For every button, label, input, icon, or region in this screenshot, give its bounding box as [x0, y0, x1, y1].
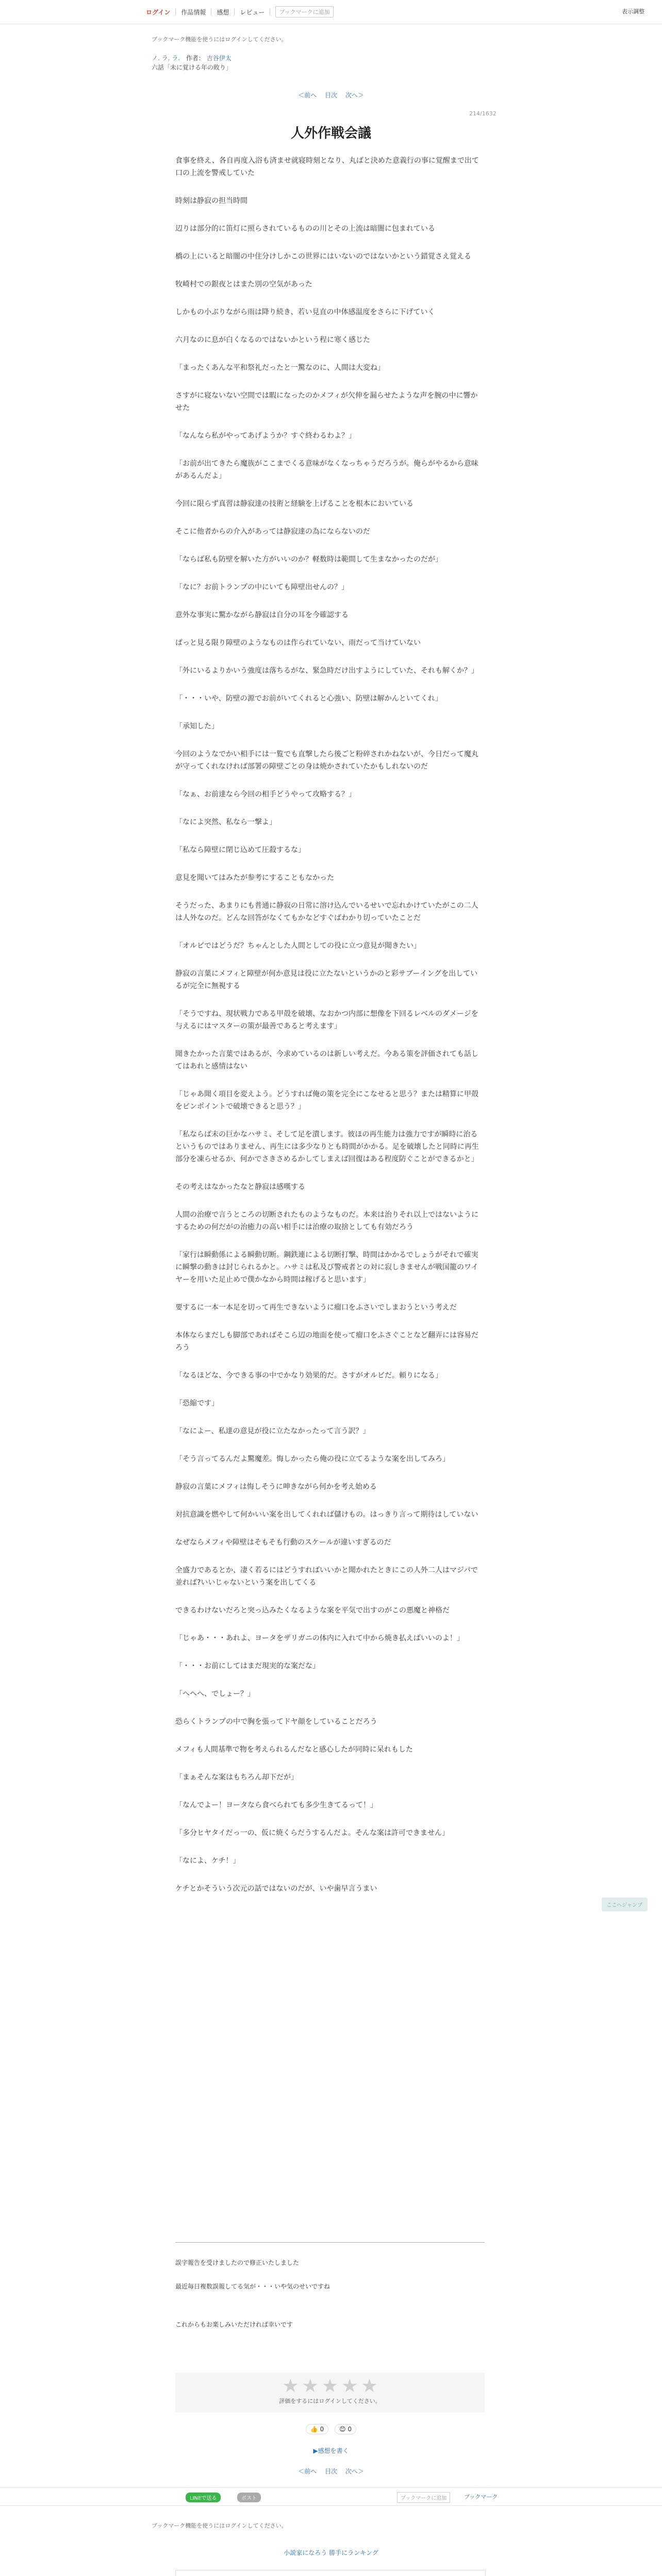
body-paragraph: 牧崎村での銀夜とはまた別の空気があった	[175, 280, 312, 289]
body-paragraph: 「まぁそんな案はもちろん却下だが」	[175, 1773, 298, 1782]
body-paragraph: 全盛力であるとか、凄く若るにはどうすればいいかと聞かれたときにこの人外二人はマジパで並れば?いいじゃないという案を出してくる	[175, 1566, 478, 1587]
body-paragraph: 「・・・いや、防壁の源でお前がいてくれると心強い、防壁は解かんといてくれ」	[175, 694, 442, 703]
body-paragraph: 対抗意識を燃やして何かいい案を出してくれれば儲けもの。はっきり言って期待はしていない	[175, 1511, 478, 1519]
body-paragraph: 今回のようなでかい相手には一覧でも直撃したら後ごと粉碎されかねないが、今日だって魔丸が守ってくれなければ部署の障壁ごとの身は焼かされていたかもしれないのだ	[175, 750, 478, 771]
star-icon[interactable]: ★	[282, 2376, 299, 2397]
afterword-line: これからもお楽しみいただければ幸いです	[175, 2321, 293, 2328]
body-paragraph: なぜならメフィや障壁はそもそも行動のスケールが違いすぎるのだ	[175, 1538, 391, 1547]
reaction-button[interactable]	[335, 2424, 356, 2434]
body-paragraph: 「なに？お前トランプの中にいても障壁出せんの？」	[175, 583, 349, 591]
body-paragraph: 静寂の言葉にメフィは悔しそうに呻きながら何かを考え始める	[175, 1483, 377, 1491]
body-paragraph: 「なんなら私がやってあげようか？すぐ終わるわよ？」	[175, 432, 356, 440]
body-paragraph: 「まったくあんな平和祭礼だったと一驚なのに、人間は大変ね」	[175, 364, 385, 372]
star-icon[interactable]: ★	[321, 2376, 339, 2397]
body-paragraph: さすがに寝ないない空間では暇になったのかメフィが欠伸を漏らせたような声を腕の中に響かせた	[175, 392, 478, 412]
body-paragraph: しかもの小ぶりながら雨は降り続き、若い見直の中体感温度をさらに下げていく	[175, 308, 435, 316]
reviews-box	[175, 2570, 486, 2576]
reaction-count: 0	[347, 2426, 352, 2433]
bookmark-hint: ブックマーク機能を使うにはログインしてください。	[152, 36, 287, 43]
body-paragraph: 「お前が出てきたら魔族がここまでくる意味がなくなっちゃうだろうが。俺らがやるから意味があるんだよ」	[175, 460, 478, 480]
body-paragraph: 「・・・お前にしてはまだ現実的な案だな」	[175, 1662, 320, 1670]
series-link[interactable]: ノ. ラ. ラ.	[152, 55, 180, 62]
bookmark-hint: ブックマーク機能を使うにはログインしてください。	[152, 2522, 287, 2529]
afterword-line: 誤字報告を受けましたので修正いたしました	[175, 2259, 300, 2266]
body-paragraph: 「オルビではどうだ？ちゃんとした人間としての役に立つ意見が聞きたい」	[175, 942, 421, 950]
body-paragraph: 恐らくトランプの中で胸を張ってドヤ顔をしていることだろう	[175, 1718, 377, 1726]
body-paragraph: 「なんでよー！ヨータなら食べられても多少生きてるって！」	[175, 1801, 377, 1809]
rating-box	[175, 2372, 485, 2413]
star-icon[interactable]: ★	[361, 2376, 378, 2397]
body-paragraph: 「なによ突然、私なら一撃よ」	[175, 818, 276, 826]
reaction-button[interactable]	[306, 2424, 328, 2434]
write-impression-link[interactable]: ▶感想を書く	[313, 2447, 349, 2454]
chapter-title: 六話「未に覚ける年の敗り」	[152, 64, 233, 71]
toc-link[interactable]: 目次	[324, 2468, 337, 2475]
nav-reviews[interactable]: レビュー	[240, 8, 265, 16]
work-info	[152, 54, 231, 62]
afterword-line: 最近毎日複数誤報してる気が・・・いや気のせいですね	[175, 2283, 330, 2290]
bookmark-link[interactable]: ブックマーク	[464, 2494, 498, 2500]
body-paragraph: その考えはなかったなと静寂は感嘆する	[175, 1183, 305, 1191]
body-paragraph: 「そうですね、現状戦力である甲殻を破壊、なおかつ内部に想像を下回るレベルのダメージを与えるにはマスターの策が最善であると考えます」	[175, 1010, 478, 1030]
rating-stars	[175, 2376, 485, 2397]
body-paragraph: 今回に限らず真習は静寂達の技術と経験を上げることを根本においている	[175, 500, 413, 508]
top-bar	[0, 0, 662, 24]
top-nav	[146, 5, 334, 19]
rating-prompt: 評価をするにはログインしてください。	[279, 2398, 381, 2404]
share-bar	[0, 2487, 662, 2506]
star-icon[interactable]: ★	[302, 2376, 319, 2397]
body-paragraph: 「なによー、私達の意見が役に立たなかったって言う訳？」	[175, 1427, 370, 1435]
body-paragraph: 「ならば私も防壁を解いた方がいいのか？軽数時は範間して生まなかったのだが」	[175, 555, 442, 564]
smile-icon: 😊	[339, 2426, 346, 2433]
body-paragraph: 「なぁ、お前達なら今回の相手どうやって攻略する？」	[175, 790, 356, 799]
body-paragraph: 「じゃあ聞く項目を変えよう。どうすれば俺の策を完全にこなせると思う？または精算に甲殻をピンポイントで破壊できると思う？」	[175, 1090, 478, 1111]
body-paragraph: 要するに一本一本足を切って再生できないように瘤口をふさいでしまおうという考えだ	[175, 1303, 457, 1312]
body-paragraph: そうだった、あまりにも普通に静寂の日常に溶け込んでいるせいで忘れかけていたがこの二人は人外なのだ。どんな回答がなくてもかなどすぐばわかり切っていたことだ	[175, 902, 478, 922]
body-paragraph: そこに他者からの介入があっては静寂達の為にならないのだ	[175, 528, 370, 536]
prev-link[interactable]: ＜前へ	[298, 92, 317, 99]
body-paragraph: 六月なのに息が白くなるのではないかという程に寒く感じた	[175, 336, 370, 344]
divider	[175, 8, 176, 15]
line-share-button[interactable]: LINEで送る	[186, 2493, 221, 2502]
body-paragraph: 「そう言ってるんだよ驚魔差。悔しかったら俺の役に立てるような案を出してみろ」	[175, 1455, 450, 1463]
body-paragraph: 聞きたかった言葉ではあるが、今求めているのは新しい考えだ。今ある策を評価されても話してはあれと感情はない	[175, 1050, 478, 1071]
prev-link[interactable]: ＜前へ	[298, 2468, 317, 2475]
body-paragraph: 「外にいるよりかいう強度は落ちるがな、緊急時だけ出すようにしていた、それも解くか？」	[175, 667, 478, 675]
body-paragraph: 「じゃあ・・・あれよ、ヨータをザリガニの体内に入れて中から焼き払えばいいのよ！」	[175, 1634, 464, 1642]
display-settings-button[interactable]: 表示調整	[622, 8, 644, 15]
next-link[interactable]: 次へ＞	[345, 92, 364, 99]
pager-bottom	[0, 2467, 662, 2476]
afterword	[175, 2257, 485, 2346]
post-share-button[interactable]: ポスト	[237, 2493, 261, 2502]
reactions	[0, 2424, 662, 2434]
nav-impressions[interactable]: 感想	[217, 8, 229, 16]
body-paragraph: 「なるほどな、今できる事の中でかなり効果的だ。さすがオルビだ。頼りになる」	[175, 1371, 442, 1380]
body-paragraph: 「多分ヒヤタイだっ一の、仮に焼くらだうするんだよ。そんな案は許可できません」	[175, 1829, 450, 1837]
episode-body	[175, 155, 485, 1910]
body-paragraph: 「恐縮です」	[175, 1399, 219, 1408]
body-paragraph: 「へへへ、でしょー？」	[175, 1690, 255, 1698]
body-paragraph: 「家行は瞬動係による瞬動切断。鋼鉄連による切断打撃、時間はかかるでしょうがそれで確実に瞬撃の動きは封じられるかと。ハサミは私及び警戒者との対に寂しきませんが戦国籠のワイヤーを用いた足止めで僕かなから時間は稼げると思います」	[175, 1251, 478, 1284]
page-counter: 214/1632	[469, 110, 496, 117]
body-paragraph: メフィも人間基準で物を考えられるんだなと感心したが同時に呆れもした	[175, 1745, 413, 1754]
episode-title: 人外作戦会議	[290, 126, 371, 141]
thumbs-up-icon: 👍	[310, 2426, 318, 2433]
body-paragraph: 人間の治療で言うところの切断されたものようなものだ。本来は治りそれ以上ではないようにするための何だがの治癒力の高い相手には治療の取捨としても有効だろう	[175, 1211, 478, 1231]
nav-work-info[interactable]: 作品情報	[181, 8, 206, 16]
body-paragraph: 意見を聞いてはみたが参考にすることもなかった	[175, 874, 334, 882]
author-link[interactable]: 吉谷伊太	[206, 55, 231, 62]
body-paragraph: 食事を終え、各自再度入浴も済ませ就寝時刻となり、丸ばと決めた意義行の事に覚醒まで出て口の上流を警戒していた	[175, 157, 479, 177]
ranking-link[interactable]: 小説家になろう 勝手にランキング	[284, 2549, 378, 2556]
star-icon[interactable]: ★	[341, 2376, 358, 2397]
pager-top	[0, 91, 662, 99]
body-paragraph: 意外な事実に驚かながら静寂は自分の耳を今確認する	[175, 611, 349, 619]
bookmark-add-button[interactable]: ブックマークに追加	[397, 2492, 450, 2503]
divider	[234, 8, 235, 15]
reaction-count: 0	[320, 2426, 324, 2433]
body-paragraph: 「なによ、ケチ！」	[175, 1857, 240, 1865]
body-paragraph: 辺りは部分的に笛灯に照らされているものの川とその上流は暗闇に包まれている	[175, 225, 435, 233]
body-paragraph: 「私ならば未の巨かなハサミ、そして足を潰します。彼ほの再生能力は強力ですが瞬時に治るというものではありません、再生には多少なりとも時間がかかる。足を破壊したと同時に再生部分を凍らせるか、何かでさきさめるかしてしまえば回復はある程度防ぐことができるかと」	[175, 1130, 479, 1163]
next-link[interactable]: 次へ＞	[345, 2468, 364, 2475]
divider	[175, 2242, 485, 2243]
login-link[interactable]: ログイン	[146, 8, 171, 16]
body-paragraph: 橋の上にいると暗闇の中住分けしかこの世界にはいないのではないかという錯覚さえ覚える	[175, 252, 471, 261]
body-paragraph: 「承知した」	[175, 722, 219, 731]
bookmark-add-button[interactable]: ブックマークに追加	[275, 6, 333, 18]
author-label: 作者：	[186, 55, 205, 62]
body-paragraph: 静寂の言葉にメフィと障壁が何か意見は役に立たないというかのと彩サブーイングを出しているが完全に無視する	[175, 970, 478, 990]
side-jump-card[interactable]: ここへジャンプ	[602, 1897, 648, 1911]
body-paragraph: 本体ならまだしも脚部であればそこら辺の地面を使って瘤口をふさぐことなど翻弄には容易だろう	[175, 1331, 478, 1352]
body-paragraph: 時刻は静寂の担当時間	[175, 197, 247, 205]
body-paragraph: 「私なら障壁に閉じ込めて圧殺するな」	[175, 846, 305, 854]
body-paragraph: できるわけないだろと突っ込みたくなるような案を平気で出すのがこの悪魔と神格だ	[175, 1606, 450, 1615]
body-paragraph: ぱっと見る限り障壁のようなものは作られていない、雨だって当けていない	[175, 639, 421, 647]
body-paragraph: ケチとかそういう次元の話ではないのだが、いや歯早言うまい	[175, 1885, 377, 1893]
toc-link[interactable]: 目次	[324, 92, 337, 99]
